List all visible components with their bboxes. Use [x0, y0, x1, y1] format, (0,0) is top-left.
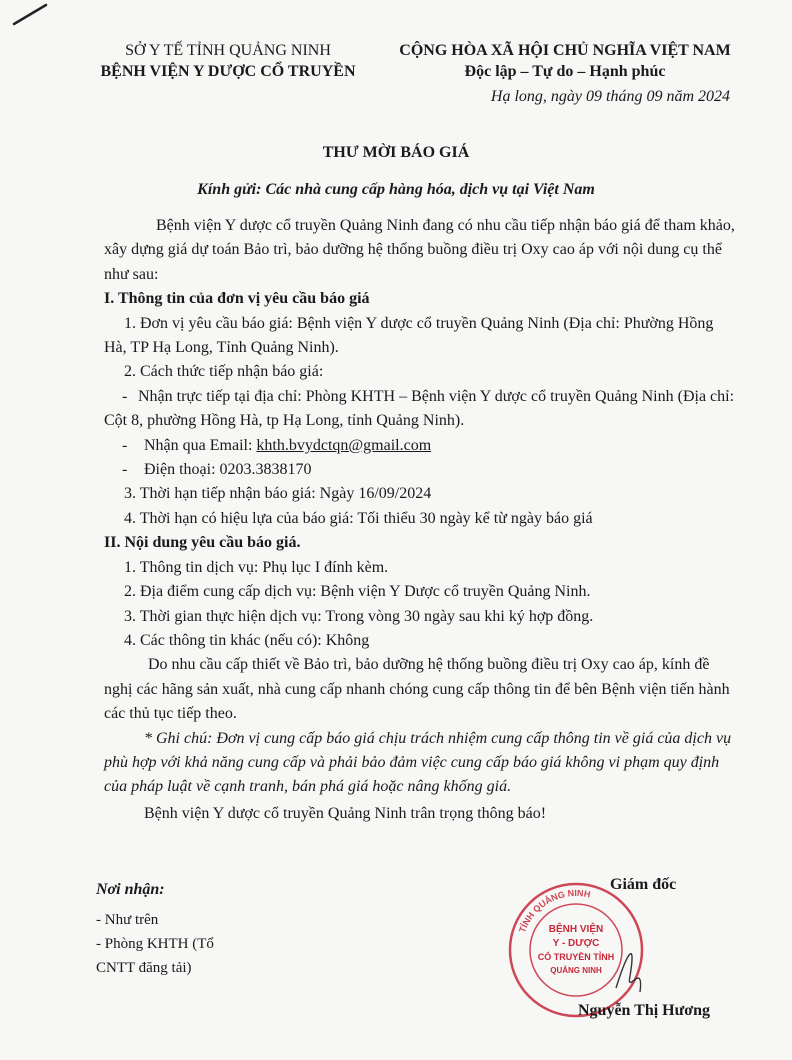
section-1-item-4: 4. Thời hạn có hiệu lựa của báo giá: Tối thiểu 30 ngày kể từ ngày báo giá — [124, 509, 593, 527]
section-1-bullet-3: - Điện thoại: 0203.3838170 — [104, 458, 736, 482]
intro-paragraph: Bệnh viện Y dược cổ truyền Quảng Ninh đang có nhu cầu tiếp nhận báo giá để tham khảo, xây dựng giá dự toán Bảo trì, bảo dưỡng hệ thống buồng điều trị Oxy cao áp với nội dung cụ thể như sau: — [104, 217, 735, 283]
final-line: Bệnh viện Y dược cổ truyền Quảng Ninh trân trọng thông báo! — [144, 804, 547, 822]
bullet-3-text: Điện thoại: 0203.3838170 — [144, 461, 312, 479]
document-date: Hạ long, ngày 09 tháng 09 năm 2024 — [490, 88, 730, 105]
country-name: CỘNG HÒA XÃ HỘI CHỦ NGHĨA VIỆT NAM — [399, 42, 731, 59]
signer-title: Giám đốc — [610, 876, 677, 893]
hospital-name: BỆNH VIỆN Y DƯỢC CỔ TRUYỀN — [100, 63, 356, 80]
motto: Độc lập – Tự do – Hạnh phúc — [464, 63, 666, 80]
section-2-item-1: 1. Thông tin dịch vụ: Phụ lục I đính kèm. — [124, 558, 389, 576]
email-link[interactable]: khth.bvydctqn@gmail.com — [256, 436, 432, 454]
section-2-heading: II. Nội dung yêu cầu báo giá. — [104, 534, 301, 552]
section-1-heading: I. Thông tin của đơn vị yêu cầu báo giá — [104, 290, 370, 308]
recipients-block — [96, 878, 214, 980]
recipient-line-3: CNTT đăng tải) — [96, 960, 192, 976]
section-1-item-1: 1. Đơn vị yêu cầu báo giá: Bệnh viện Y dược cổ truyền Quảng Ninh (Địa chỉ: Phường Hồng Hà, TP Hạ Long, Tỉnh Quảng Ninh). — [104, 314, 714, 357]
seal-line-2: Y - DƯỢC — [552, 938, 600, 949]
closing-paragraph: Do nhu cầu cấp thiết về Bảo trì, bảo dưỡng hệ thống buồng điều trị Oxy cao áp, kính đề nghị các hãng sản xuất, nhà cung cấp nhanh chóng cung cấp thông tin để bên Bệnh viện tiến hành các thủ tục tiếp theo. — [104, 656, 730, 723]
bullet-1-text: Nhận trực tiếp tại địa chỉ: Phòng KHTH – Bệnh viện Y dược cổ truyền Quảng Ninh (Địa chỉ: Cột 8, phường Hồng Hà, tp Hạ Long, tỉnh Quảng Ninh). — [104, 387, 735, 430]
greeting: Kính gửi: Các nhà cung cấp hàng hóa, dịch vụ tại Việt Nam — [197, 181, 595, 198]
section-1-bullet-1: - Nhận trực tiếp tại địa chỉ: Phòng KHTH – Bệnh viện Y dược cổ truyền Quảng Ninh (Địa chỉ: Cột 8, phường Hồng Hà, tp Hạ Long, tỉnh Quảng Ninh). — [104, 387, 735, 430]
document-title: THƯ MỜI BÁO GIÁ — [322, 144, 470, 161]
department-name: SỞ Y TẾ TỈNH QUẢNG NINH — [125, 42, 331, 59]
section-1-item-2: 2. Cách thức tiếp nhận báo giá: — [124, 363, 324, 381]
seal-line-3: CỔ TRUYỀN TỈNH — [537, 952, 615, 962]
bullet-2-prefix: Nhận qua Email: — [144, 436, 257, 454]
section-2-item-4: 4. Các thông tin khác (nếu có): Không — [124, 631, 370, 649]
document-body — [104, 214, 736, 826]
pen-mark — [12, 2, 52, 26]
recipient-line-1: - Như trên — [96, 912, 159, 928]
seal-line-1: BỆNH VIỆN — [548, 924, 604, 935]
recipient-line-2: - Phòng KHTH (Tổ — [96, 936, 214, 952]
seal-ring-text: TỈNH QUẢNG NINH — [517, 887, 592, 935]
official-seal — [506, 880, 646, 1020]
seal-line-4: QUẢNG NINH — [550, 966, 602, 975]
section-2-item-3: 3. Thời gian thực hiện dịch vụ: Trong vòng 30 ngày sau khi ký hợp đồng. — [124, 607, 594, 625]
issuer-header — [78, 40, 378, 82]
section-2-item-2: 2. Địa điểm cung cấp dịch vụ: Bệnh viện Y Dược cổ truyền Quảng Ninh. — [124, 583, 591, 601]
section-1-bullet-2: - Nhận qua Email: khth.bvydctqn@gmail.com — [122, 436, 432, 454]
national-header — [380, 40, 750, 82]
recipients-heading: Nơi nhận: — [96, 881, 165, 898]
note-paragraph: * Ghi chú: Đơn vị cung cấp báo giá chịu trách nhiệm cung cấp thông tin về giá của dịch vụ phù hợp với khả năng cung cấp và phải bảo đảm việc cung cấp báo giá không vi phạm quy định của pháp luật về cạnh tranh, bán phá giá hoặc nâng khống giá. — [104, 729, 732, 796]
signer-name: Nguyễn Thị Hương — [578, 1002, 710, 1019]
section-1-item-3: 3. Thời hạn tiếp nhận báo giá: Ngày 16/09/2024 — [124, 485, 432, 503]
